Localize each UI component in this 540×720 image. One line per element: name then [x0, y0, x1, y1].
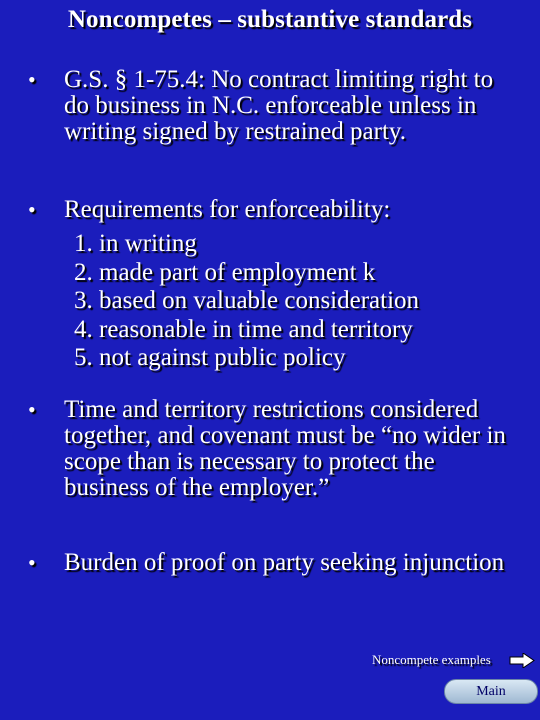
requirement-item: 5. not against public policy [74, 344, 346, 371]
requirements-list [74, 230, 514, 373]
bullet-glyph: • [28, 67, 36, 92]
requirement-item: 2. made part of employment k [74, 258, 376, 286]
bullet-time-territory [28, 397, 518, 501]
bullet-text: Time and territory restrictions considered together, and covenant must be “no wider in scope than is necessary to protect the business of the employer.” [64, 396, 506, 501]
bullet-glyph: • [28, 550, 36, 575]
requirement-item: 1. in writing [74, 230, 197, 257]
bullet-text: G.S. § 1-75.4: No contract limiting right to do business in N.C. enforceable unless in writing signed by restrained party. [64, 66, 494, 145]
bullet-statute [28, 67, 518, 145]
bullet-burden-of-proof [28, 550, 518, 576]
bullet-glyph: • [28, 197, 36, 222]
requirement-item: 3. based on valuable consideration [74, 287, 420, 314]
requirement-item: 4. reasonable in time and territory [74, 315, 413, 343]
slide-title: Noncompetes – substantive standards [67, 6, 473, 33]
main-button[interactable]: Main [444, 679, 538, 704]
noncompete-examples-link[interactable]: Noncompete examples [372, 652, 491, 667]
bullet-requirements [28, 197, 518, 223]
arrow-right-icon[interactable] [509, 653, 535, 668]
bullet-text: Burden of proof on party seeking injunction [64, 549, 505, 576]
bullet-glyph: • [28, 397, 36, 422]
bullet-text: Requirements for enforceability: [64, 196, 391, 223]
